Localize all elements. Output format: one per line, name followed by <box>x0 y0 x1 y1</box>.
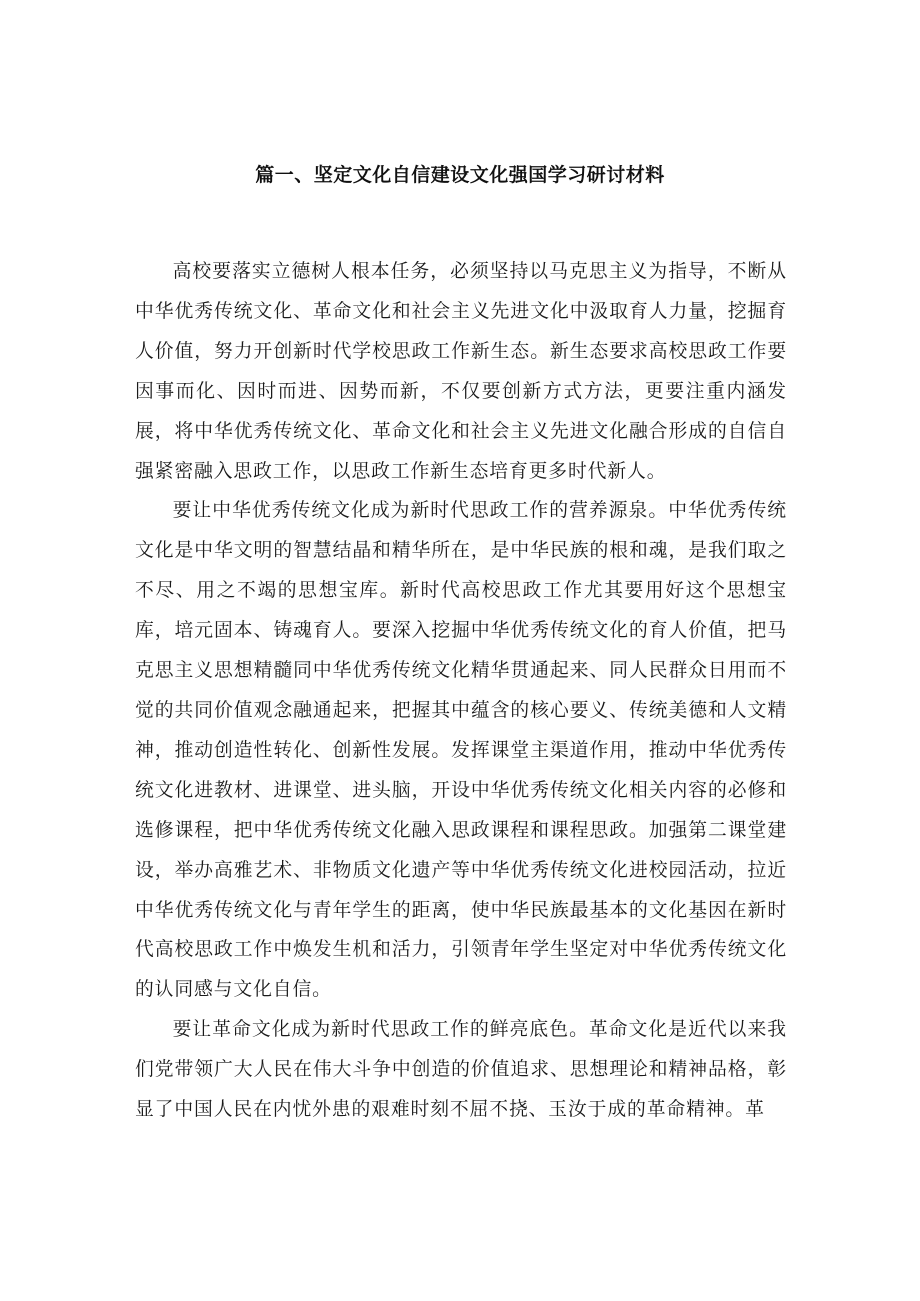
paragraph-2: 要让中华优秀传统文化成为新时代思政工作的营养源泉。中华优秀传统文化是中华文明的智慧结晶和精华所在，是中华民族的根和魂，是我们取之不尽、用之不竭的思想宝库。新时代高校思政工作尤其要用好这个思想宝库，培元固本、铸魂育人。要深入挖掘中华优秀传统文化的育人价值，把马克思主义思想精髓同中华优秀传统文化精华贯通起来、同人民群众日用而不觉的共同价值观念融通起来，把握其中蕴含的核心要义、传统美德和人文精神，推动创造性转化、创新性发展。发挥课堂主渠道作用，推动中华优秀传统文化进教材、进课堂、进头脑，开设中华优秀传统文化相关内容的必修和选修课程，把中华优秀传统文化融入思政课程和课程思政。加强第二课堂建设，举办高雅艺术、非物质文化遗产等中华优秀传统文化进校园活动，拉近中华优秀传统文化与青年学生的距离，使中华民族最基本的文化基因在新时代高校思政工作中焕发生机和活力，引领青年学生坚定对中华优秀传统文化的认同感与文化自信。 <box>135 500 787 1001</box>
document-body <box>135 252 787 1130</box>
paragraph-1: 高校要落实立德树人根本任务，必须坚持以马克思主义为指导，不断从中华优秀传统文化、革命文化和社会主义先进文化中汲取育人力量，挖掘育人价值，努力开创新时代学校思政工作新生态。新生态要求高校思政工作要因事而化、因时而进、因势而新，不仅要创新方式方法，更要注重内涵发展，将中华优秀传统文化、革命文化和社会主义先进文化融合形成的自信自强紧密融入思政工作，以思政工作新生态培育更多时代新人。 <box>135 261 787 482</box>
paragraph-3: 要让革命文化成为新时代思政工作的鲜亮底色。革命文化是近代以来我们党带领广大人民在伟大斗争中创造的价值追求、思想理论和精神品格，彰显了中国人民在内忧外患的艰难时刻不屈不挠、玉汝于成的革命精神。革 <box>135 1019 787 1121</box>
document-title: 篇一、坚定文化自信建设文化强国学习研讨材料 <box>255 164 665 186</box>
